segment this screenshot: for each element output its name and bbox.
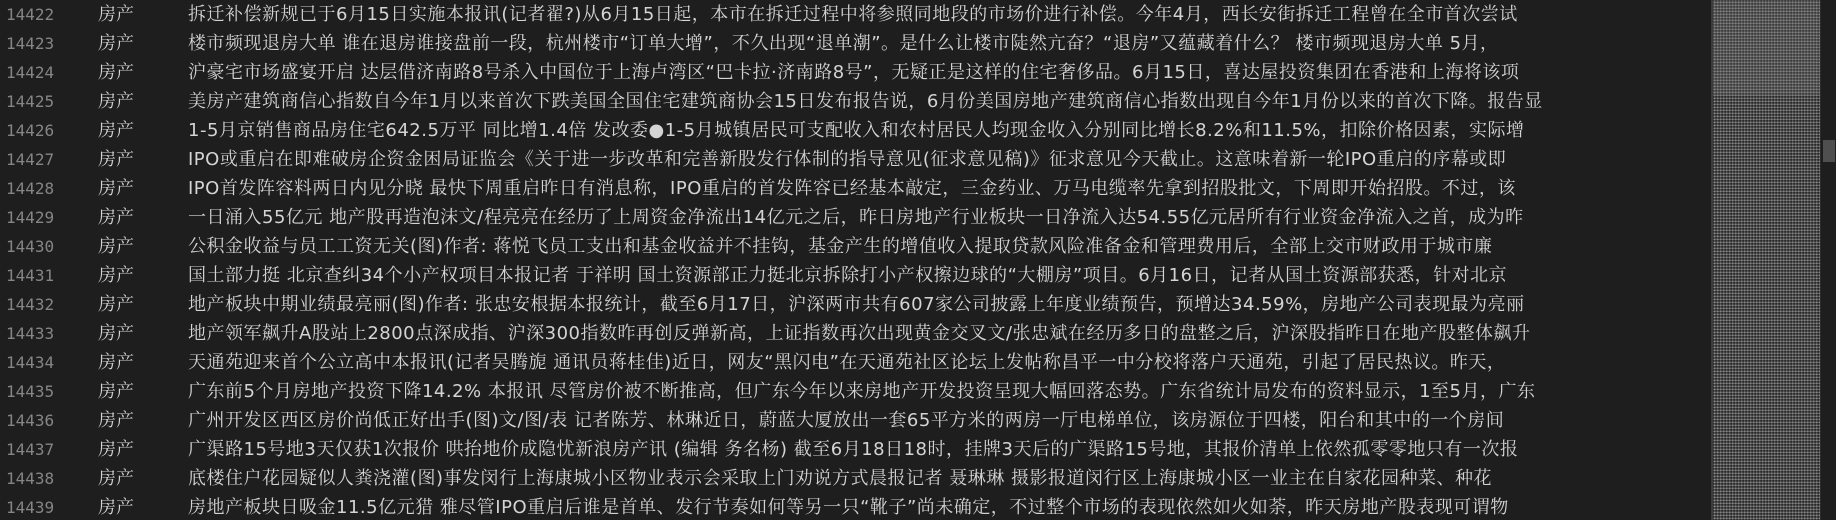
line-text: 房地产板块日吸金11.5亿元猎 雅尽管IPO重启后谁是首单、发行节奏如何等另一只“靴子”尚未确定，不过整个市场的表现依然如火如荼，昨天房地产股表现可谓物 [188,497,1509,518]
line-text: 1-5月京销售商品房住宅642.5万平 同比增1.4倍 发改委●1-5月城镇居民可支配收入和农村居民人均现金收入分别同比增长8.2%和11.5%，扣除价格因素，实际增 [188,120,1525,141]
editor-line[interactable] [0,493,1713,520]
line-number: 14438 [6,469,55,488]
line-text: 公积金收益与员工工资无关(图)作者: 蒋悦飞员工支出和基金收益并不挂钩，基金产生的增值收入提取贷款风险准备金和管理费用后，全部上交市财政用于城市廉 [188,236,1493,257]
line-category: 房产 [98,120,134,141]
line-category: 房产 [98,265,134,286]
line-category: 房产 [98,497,134,518]
line-category: 房产 [98,4,134,25]
line-number: 14436 [6,411,55,430]
line-category: 房产 [98,207,134,228]
line-number: 14428 [6,179,55,198]
line-number: 14435 [6,382,55,401]
line-category: 房产 [98,91,134,112]
line-text: 美房产建筑商信心指数自今年1月以来首次下跌美国全国住宅建筑商协会15日发布报告说，6月份美国房地产建筑商信心指数出现自今年1月份以来的首次下降。报告显 [188,91,1543,112]
line-text: 沪豪宅市场盛宴开启 达层借济南路8号杀入中国位于上海卢湾区“巴卡拉·济南路8号”，无疑正是这样的住宅奢侈品。6月15日，喜达屋投资集团在香港和上海将该项 [188,62,1520,83]
editor-line[interactable] [0,348,1713,377]
line-text: 国土部力挺 北京查纠34个小产权项目本报记者 于祥明 国土资源部正力挺北京拆除打小产权擦边球的“大棚房”项目。6月16日，记者从国土资源部获悉，针对北京 [188,265,1508,286]
line-category: 房产 [98,468,134,489]
editor-line[interactable] [0,261,1713,290]
line-number: 14434 [6,353,55,372]
line-category: 房产 [98,439,134,460]
line-number: 14432 [6,295,55,314]
line-number: 14425 [6,92,55,111]
editor-line[interactable] [0,29,1713,58]
line-category: 房产 [98,62,134,83]
line-number: 14431 [6,266,55,285]
line-text: 底楼住户花园疑似人粪浇灌(图)事发闵行上海康城小区物业表示会采取上门劝说方式晨报记者 聂琳琳 摄影报道闵行区上海康城小区一业主在自家花园种菜、种花 [188,468,1492,489]
line-category: 房产 [98,149,134,170]
editor-line[interactable] [0,174,1713,203]
line-number: 14437 [6,440,55,459]
editor-line[interactable] [0,319,1713,348]
line-category: 房产 [98,294,134,315]
line-category: 房产 [98,236,134,257]
editor-line[interactable] [0,0,1713,29]
editor-line[interactable] [0,203,1713,232]
line-number: 14439 [6,498,55,517]
line-category: 房产 [98,352,134,373]
line-text: 一日涌入55亿元 地产股再造泡沫文/程亮亮在经历了上周资金净流出14亿元之后，昨日房地产行业板块一日净流入达54.55亿元居所有行业资金净流入之首，成为昨 [188,207,1524,228]
line-number: 14422 [6,5,55,24]
vertical-scrollbar[interactable] [1820,0,1836,520]
editor-line[interactable] [0,87,1713,116]
editor-line[interactable] [0,464,1713,493]
editor-line[interactable] [0,406,1713,435]
editor-line[interactable] [0,232,1713,261]
line-number: 14423 [6,34,55,53]
line-category: 房产 [98,33,134,54]
line-text: 地产领军飙升A股站上2800点深成指、沪深300指数昨再创反弹新高，上证指数再次出现黄金交叉文/张忠斌在经历多日的盘整之后，沪深股指昨日在地产股整体飙升 [188,323,1531,344]
line-number: 14430 [6,237,55,256]
line-number: 14424 [6,63,55,82]
line-text: 天通苑迎来首个公立高中本报讯(记者吴腾旎 通讯员蒋桂佳)近日，网友“黑闪电”在天通苑社区论坛上发帖称昌平一中分校将落户天通苑，引起了居民热议。昨天， [188,352,1506,373]
line-text: 拆迁补偿新规已于6月15日实施本报讯(记者翟?)从6月15日起，本市在拆迁过程中将参照同地段的市场价进行补偿。今年4月，西长安街拆迁工程曾在全市首次尝试 [188,4,1518,25]
line-text: IPO或重启在即难破房企资金困局证监会《关于进一步改革和完善新股发行体制的指导意见(征求意见稿)》征求意见今天截止。这意味着新一轮IPO重启的序幕或即 [188,149,1507,170]
line-text: IPO首发阵容料两日内见分晓 最快下周重启昨日有消息称，IPO重启的首发阵容已经基本敲定，三金药业、万马电缆率先拿到招股批文，下周即开始招股。不过，该 [188,178,1516,199]
editor-line[interactable] [0,58,1713,87]
line-category: 房产 [98,410,134,431]
scrollbar-thumb[interactable] [1823,140,1835,162]
line-number: 14426 [6,121,55,140]
line-text: 楼市频现退房大单 谁在退房谁接盘前一段，杭州楼市“订单大增”，不久出现“退单潮”。是什么让楼市陡然亢奋？“退房”又蕴藏着什么？ 楼市频现退房大单 5月， [188,33,1499,54]
line-category: 房产 [98,323,134,344]
editor-line[interactable] [0,435,1713,464]
line-text: 广东前5个月房地产投资下降14.2% 本报讯 尽管房价被不断推高，但广东今年以来房地产开发投资呈现大幅回落态势。广东省统计局发布的资料显示，1至5月，广东 [188,381,1536,402]
editor-line[interactable] [0,116,1713,145]
line-number: 14427 [6,150,55,169]
editor-line[interactable] [0,377,1713,406]
line-number: 14433 [6,324,55,343]
editor-line[interactable] [0,290,1713,319]
line-category: 房产 [98,381,134,402]
editor-line[interactable] [0,145,1713,174]
line-text: 广渠路15号地3天仅获1次报价 哄抬地价成隐忧新浪房产讯 (编辑 务名杨) 截至6月18日18时，挂牌3天后的广渠路15号地，其报价清单上依然孤零零地只有一次报 [188,439,1519,460]
line-text: 地产板块中期业绩最亮丽(图)作者: 张忠安根据本报统计，截至6月17日，沪深两市共有607家公司披露上年度业绩预告，预增达34.59%，房地产公司表现最为亮丽 [188,294,1525,315]
minimap[interactable] [1713,0,1820,520]
line-category: 房产 [98,178,134,199]
minimap-slider[interactable] [1713,0,1820,96]
line-text: 广州开发区西区房价尚低正好出手(图)文/图/表 记者陈芳、林琳近日，蔚蓝大厦放出一套65平方米的两房一厅电梯单位，该房源位于四楼，阳台和其中的一个房间 [188,410,1505,431]
line-number: 14429 [6,208,55,227]
